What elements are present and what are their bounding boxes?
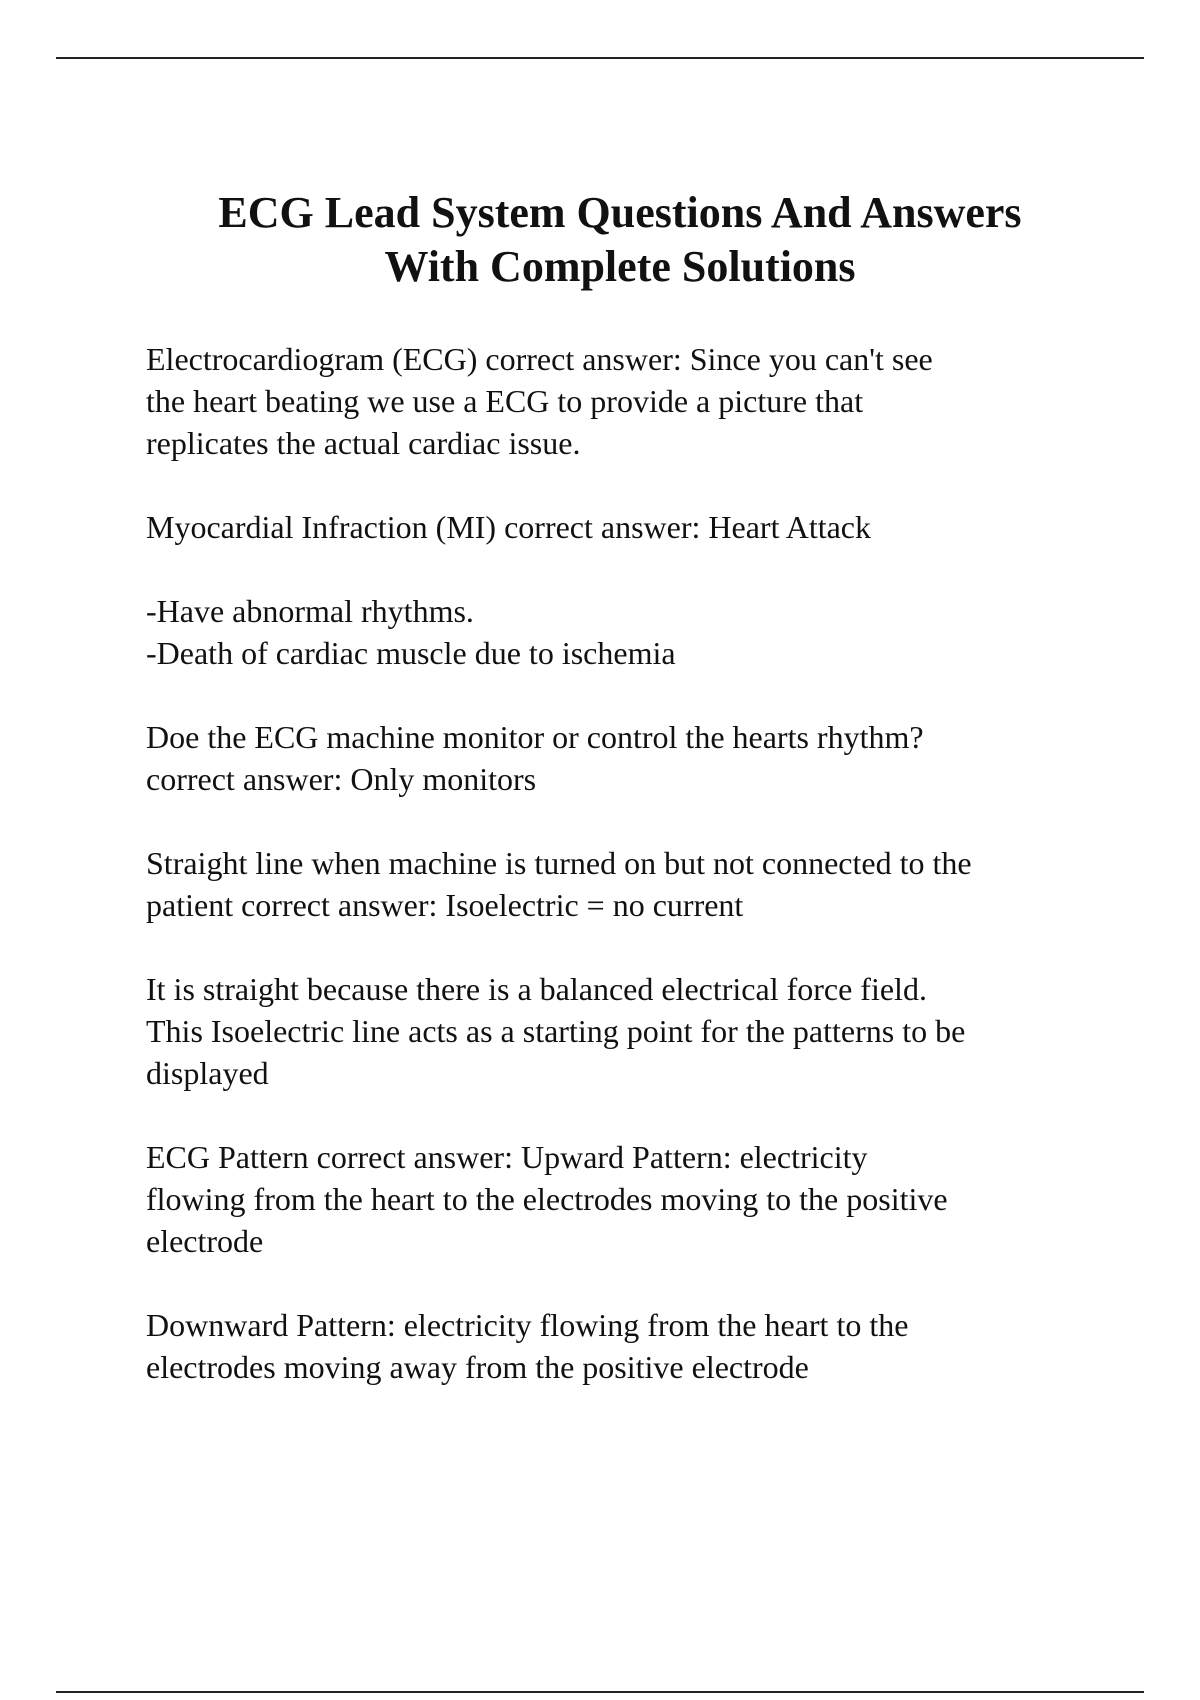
- text-line: This Isoelectric line acts as a starting point for the patterns to be: [146, 1013, 966, 1049]
- text-line: Straight line when machine is turned on but not connected to the: [146, 845, 972, 881]
- text-line: electrodes moving away from the positive electrode: [146, 1349, 809, 1385]
- text-line: Doe the ECG machine monitor or control the hearts rhythm?: [146, 719, 924, 755]
- text-line: It is straight because there is a balanced electrical force field.: [146, 971, 927, 1007]
- text-line: -Have abnormal rhythms.: [146, 593, 474, 629]
- text-line: displayed: [146, 1055, 269, 1091]
- paragraph-mi-details: [146, 590, 1156, 674]
- text-line: Downward Pattern: electricity flowing from the heart to the: [146, 1307, 909, 1343]
- paragraph-isoelectric-explanation: [146, 968, 1156, 1094]
- title-line-2: With Complete Solutions: [384, 242, 856, 291]
- text-line: patient correct answer: Isoelectric = no current: [146, 887, 744, 923]
- paragraph-upward-pattern: [146, 1136, 1156, 1262]
- paragraph-downward-pattern: [146, 1304, 1156, 1388]
- paragraph-straight-line: [146, 842, 1156, 926]
- text-line: electrode: [146, 1223, 264, 1259]
- text-line: replicates the actual cardiac issue.: [146, 425, 581, 461]
- paragraph-monitor-question: [146, 716, 1156, 800]
- text-line: ECG Pattern correct answer: Upward Pattern: electricity: [146, 1139, 868, 1175]
- text-line: flowing from the heart to the electrodes moving to the positive: [146, 1181, 948, 1217]
- paragraph-ecg-definition: [146, 338, 1156, 464]
- top-divider: [56, 57, 1144, 59]
- title-line-1: ECG Lead System Questions And Answers: [218, 188, 1022, 237]
- page-title: [60, 186, 1180, 294]
- document-body: [146, 338, 1156, 1430]
- bottom-divider: [56, 1691, 1144, 1693]
- text-line: Myocardial Infraction (MI) correct answer: Heart Attack: [146, 509, 871, 545]
- text-line: correct answer: Only monitors: [146, 761, 537, 797]
- text-line: -Death of cardiac muscle due to ischemia: [146, 635, 676, 671]
- text-line: Electrocardiogram (ECG) correct answer: Since you can't see: [146, 341, 933, 377]
- paragraph-mi-definition: [146, 506, 1156, 548]
- text-line: the heart beating we use a ECG to provide a picture that: [146, 383, 864, 419]
